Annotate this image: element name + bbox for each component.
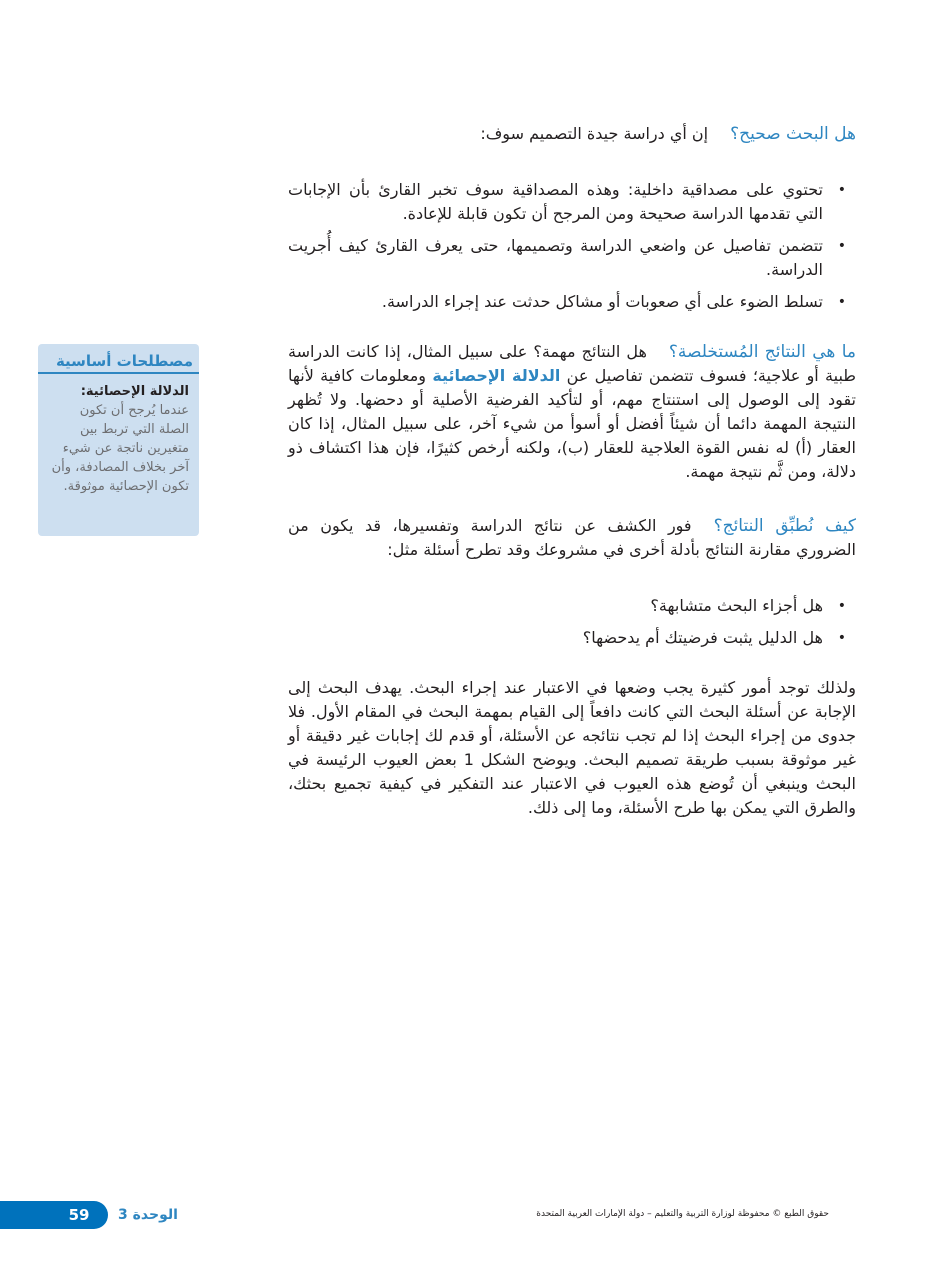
section-3-heading: كيف نُطبِّق النتائج؟ — [713, 516, 856, 536]
section-2-paragraph: ما هي النتائج المُستخلصة؟هل النتائج مهمة؟ على سبيل المثال، إذا كانت الدراسة طبية أو علاجية؛ فسوف تتضمن تفاصيل عن الدلالة الإحصائية ومعلومات كافية لأنها تقود إلى الوصول إلى استنتاج مهم، أو لتأكيد الفرضية الأصلية أو دحضها. ولا تُظهر النتيجة المهمة دائما أن شيئاً أفضل أو أسوأ من شيء آخر، على سبيل المثال، إذا كان العقار (أ) له نفس القوة العلاجية للعقار (ب)، ولكنه أرخص كثيرًا، فإن هذا اكتشاف ذو دلالة، ومن ثَّم نتيجة مهمة. — [288, 342, 857, 481]
list-item: • تسلط الضوء على أي صعوبات أو مشاكل حدثت عند إجراء الدراسة. — [288, 290, 856, 314]
section-3-paragraph: كيف نُطبِّق النتائج؟فور الكشف عن نتائج الدراسة وتفسيرها، قد يكون من الضروري مقارنة النتائج بأدلة أخرى في مشروعك وقد تطرح أسئلة مثل: — [288, 516, 856, 559]
unit-label: الوحدة 3 — [118, 1207, 178, 1223]
section-1-bullet-list — [288, 178, 856, 322]
section-1-intro — [288, 122, 856, 146]
sidebar-title: مصطلحات أساسية — [38, 344, 199, 374]
page-number: 59 — [68, 1206, 90, 1224]
sidebar-term: الدلالة الإحصائية: — [80, 384, 189, 399]
section-2-heading: ما هي النتائج المُستخلصة؟ — [668, 342, 857, 362]
key-terms-sidebar — [38, 344, 199, 536]
bullet-icon: • — [837, 630, 846, 646]
key-term-statistical-significance: الدلالة الإحصائية — [432, 366, 561, 385]
bullet-icon: • — [837, 294, 846, 310]
bullet-icon: • — [837, 598, 846, 614]
sidebar-body — [38, 374, 199, 502]
section-4-paragraph: ولذلك توجد أمور كثيرة يجب وضعها في الاعتبار عند إجراء البحث. يهدف البحث إلى الإجابة عن أسئلة البحث التي كانت دافعاً إلى القيام بمهمة البحث في المقام الأول. فلا جدوى من إجراء البحث إذا لم تجب نتائجه عن الأسئلة، أو قدم لك إجابات غير دقيقة أو غير موثوقة بسبب طريقة تصميم البحث. ويوضح الشكل 1 بعض العيوب الرئيسة في البحث وينبغي أن تُوضع هذه العيوب في الاعتبار عند التفكير في كيفية تجميع بحثك، والطرق التي يمكن بها طرح الأسئلة، وما إلى ذلك. — [288, 678, 856, 817]
section-1-heading: هل البحث صحيح؟ — [730, 124, 856, 144]
copyright-notice: حقوق الطبع © محفوظة لوزارة التربية والتعليم – دولة الإمارات العربية المتحدة — [536, 1209, 829, 1219]
list-item: • هل أجزاء البحث متشابهة؟ — [288, 594, 856, 618]
list-item: • تتضمن تفاصيل عن واضعي الدراسة وتصميمها، حتى يعرف القارئ كيف أُجريت الدراسة. — [288, 236, 846, 279]
sidebar-definition: عندما يُرجح أن تكون الصلة التي تربط بين متغيرين ناتجة عن شيء آخر بخلاف المصادفة، وأن تكون الإحصائية موثوقة. — [51, 403, 189, 494]
section-1-intro-text: إن أي دراسة جيدة التصميم سوف: — [480, 124, 709, 143]
bullet-icon: • — [837, 182, 846, 198]
list-item: • هل الدليل يثبت فرضيتك أم يدحضها؟ — [288, 626, 856, 650]
section-3-bullet-list — [288, 594, 856, 658]
list-item: • تحتوي على مصداقية داخلية: وهذه المصداقية سوف تخبر القارئ بأن الإجابات التي تقدمها الدراسة صحيحة ومن المرجح أن تكون قابلة للإعادة. — [288, 180, 846, 223]
bullet-icon: • — [837, 238, 846, 254]
